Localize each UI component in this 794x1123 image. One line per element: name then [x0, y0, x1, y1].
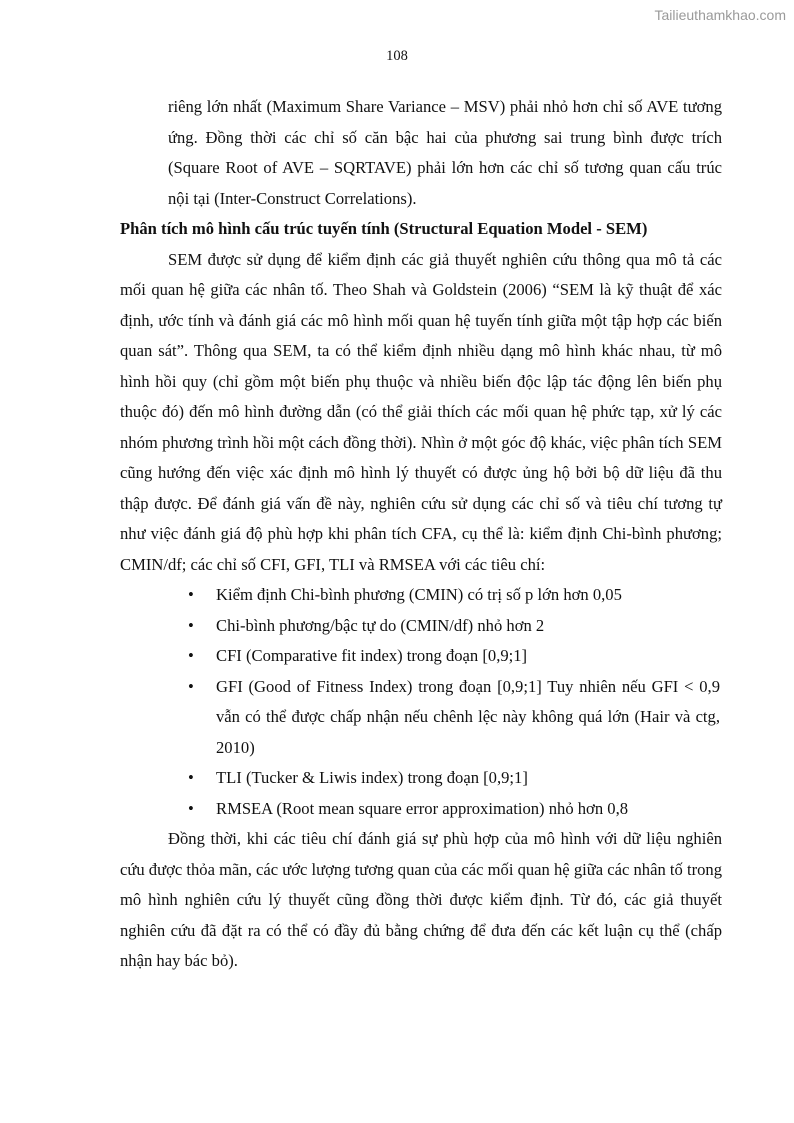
bullet-icon: • [188, 585, 194, 604]
bullet-icon: • [188, 646, 194, 665]
bullet-icon: • [188, 768, 194, 787]
list-item [168, 580, 722, 611]
list-item-text: Kiểm định Chi-bình phương (CMIN) có trị số p lớn hơn 0,05 [216, 585, 622, 604]
list-item-text: TLI (Tucker & Liwis index) trong đoạn [0,9;1] [216, 768, 528, 787]
page-number: 108 [386, 48, 408, 64]
bullet-icon: • [188, 615, 194, 635]
criteria-list [120, 580, 722, 824]
document-body [120, 92, 722, 977]
list-item [168, 672, 722, 764]
bullet-icon: • [188, 676, 194, 696]
section-heading: Phân tích mô hình cấu trúc tuyến tính (Structural Equation Model - SEM) [120, 219, 648, 238]
paragraph-continuation: riêng lớn nhất (Maximum Share Variance – MSV) phải nhỏ hơn chỉ số AVE tương ứng. Đồng thời các chỉ số căn bậc hai của phương sai trung bình được trích (Square Root of AVE – SQRTAVE) phải lớn hơn các chỉ số tương quan cấu trúc nội tại (Inter-Construct Correlations). [168, 97, 722, 208]
paragraph-conclusion: Đồng thời, khi các tiêu chí đánh giá sự phù hợp của mô hình với dữ liệu nghiên cứu được thỏa mãn, các ước lượng tương quan của các mối quan hệ giữa các nhân tố trong mô hình nghiên cứu lý thuyết cũng đồng thời được kiểm định. Từ đó, các giả thuyết nghiên cứu đã đặt ra có thể có đầy đủ bằng chứng để đưa đến các kết luận cụ thể (chấp nhận hay bác bỏ). [120, 829, 722, 970]
list-item [168, 611, 722, 642]
list-item-text: GFI (Good of Fitness Index) trong đoạn [0,9;1] Tuy nhiên nếu GFI < 0,9 vẫn có thể được chấp nhận nếu chênh lệc này không quá lớn (Hair và ctg, 2010) [216, 676, 720, 757]
list-item [168, 794, 722, 825]
list-item-text: Chi-bình phương/bậc tự do (CMIN/df) nhỏ hơn 2 [216, 615, 545, 635]
list-item [168, 641, 722, 672]
list-item [168, 763, 722, 794]
bullet-icon: • [188, 798, 194, 818]
watermark: Tailieuthamkhao.com [654, 7, 786, 23]
list-item-text: RMSEA (Root mean square error approximation) nhỏ hơn 0,8 [216, 798, 629, 818]
list-item-text: CFI (Comparative fit index) trong đoạn [0,9;1] [216, 646, 528, 665]
paragraph-sem: SEM được sử dụng để kiểm định các giả thuyết nghiên cứu thông qua mô tả các mối quan hệ giữa các nhân tố. Theo Shah và Goldstein (2006) “SEM là kỹ thuật để xác định, ước tính và đánh giá các mô hình mối quan hệ tuyến tính giữa một tập hợp các biến quan sát”. Thông qua SEM, ta có thể kiểm định nhiều dạng mô hình khác nhau, từ mô hình hồi quy (chỉ gồm một biến phụ thuộc và nhiều biến độc lập tác động lên biến phụ thuộc đó) đến mô hình đường dẫn (có thể giải thích các mối quan hệ phức tạp, xử lý các nhóm phương trình hồi một cách đồng thời). Nhìn ở một góc độ khác, việc phân tích SEM cũng hướng đến việc xác định mô hình lý thuyết có được ủng hộ bởi bộ dữ liệu đã thu thập được. Để đánh giá vấn đề này, nghiên cứu sử dụng các chỉ số và tiêu chí tương tự như việc đánh giá độ phù hợp khi phân tích CFA, cụ thể là: kiểm định Chi-bình phương; CMIN/df; các chỉ số CFI, GFI, TLI và RMSEA với các tiêu chí: [120, 249, 722, 574]
